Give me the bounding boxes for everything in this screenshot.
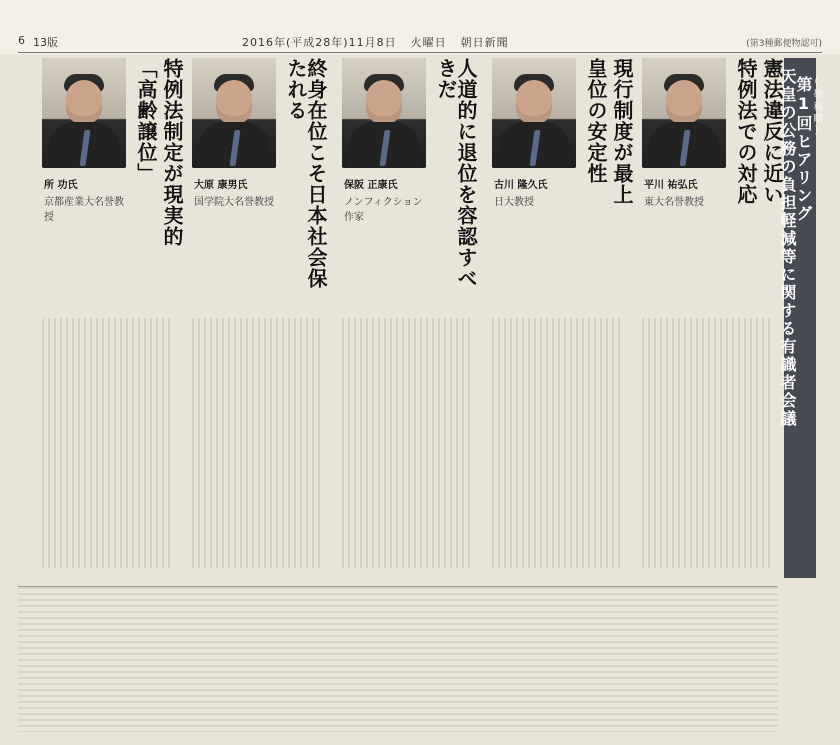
- side-title-band: [778, 58, 822, 578]
- article-text-block: [42, 318, 172, 568]
- header-rule: [18, 52, 822, 53]
- portrait-photo: [342, 58, 426, 168]
- article-text-block: [492, 318, 622, 568]
- byline: [494, 176, 582, 208]
- headline-line-1: 人道的に退位を容認すべきだ: [434, 58, 478, 289]
- headline-line-2: 憲法違反に近い: [760, 58, 784, 205]
- person-role: 日大教授: [494, 197, 534, 208]
- header-center: [242, 34, 509, 50]
- person-name: 大原 康男氏: [194, 180, 248, 191]
- person-role: 東大名誉教授: [644, 197, 704, 208]
- person-name: 古川 隆久氏: [494, 180, 548, 191]
- header-left: [18, 34, 58, 50]
- side-title-subnote: (敬称略): [811, 76, 822, 138]
- headline: [584, 58, 634, 308]
- portrait-head: [516, 80, 552, 124]
- side-title-session: 第1回ヒアリング: [794, 76, 813, 223]
- date-text: 2016年(平成28年)11月8日: [242, 36, 397, 49]
- byline: [644, 176, 732, 208]
- panel-tokoro: [32, 58, 182, 578]
- header-line: [18, 34, 822, 50]
- portrait-photo: [492, 58, 576, 168]
- byline: [344, 176, 432, 223]
- portrait-photo: [642, 58, 726, 168]
- side-title-text: 天皇の公務の負担軽減等に関する有識者会議: [778, 68, 797, 428]
- panel-hirakawa: [632, 58, 782, 578]
- byline: [194, 176, 282, 208]
- person-role: 京都産業大名誉教授: [44, 197, 124, 223]
- portrait-photo: [42, 58, 126, 168]
- headline-line-1: 「高齢譲位」: [134, 58, 158, 184]
- portrait-head: [216, 80, 252, 124]
- headline: [134, 58, 184, 308]
- person-name: 平川 祐弘氏: [644, 180, 698, 191]
- newspaper-name: 朝日新聞: [460, 36, 509, 49]
- postal-permit-text: (第3種郵便物認可): [746, 38, 822, 49]
- portrait-head: [66, 80, 102, 124]
- panel-yoshikawa: [482, 58, 632, 578]
- headline-line-1: 皇位の安定性: [584, 58, 608, 184]
- weekday-text: 火曜日: [410, 36, 447, 49]
- person-role: 国学院大名誉教授: [194, 197, 274, 208]
- edition-label: 13版: [33, 36, 58, 49]
- header-right: [746, 36, 822, 49]
- byline: [44, 176, 132, 223]
- portrait-head: [366, 80, 402, 124]
- article-text-block: [192, 318, 322, 568]
- page-number: 6: [18, 34, 25, 47]
- headline-line-2: 現行制度が最上: [610, 58, 634, 205]
- article-text-block: [642, 318, 772, 568]
- headline-line-1: 特例法での対応: [734, 58, 758, 205]
- panel-ohara: [182, 58, 332, 578]
- person-role: ノンフィクション作家: [344, 197, 423, 223]
- headline: [734, 58, 784, 308]
- headline: [286, 58, 326, 308]
- panel-hosaka: [332, 58, 482, 578]
- headline-line-1: 終身在位こそ日本社会保たれる: [284, 58, 328, 289]
- person-name: 保阪 正康氏: [344, 180, 398, 191]
- lower-body-text: [18, 586, 778, 732]
- portrait-head: [666, 80, 702, 124]
- article-text-block: [342, 318, 472, 568]
- person-name: 所 功氏: [44, 180, 78, 191]
- headline-line-2: 特例法制定が現実的: [160, 58, 184, 247]
- headline: [436, 58, 476, 308]
- header-area: [0, 0, 840, 54]
- portrait-photo: [192, 58, 276, 168]
